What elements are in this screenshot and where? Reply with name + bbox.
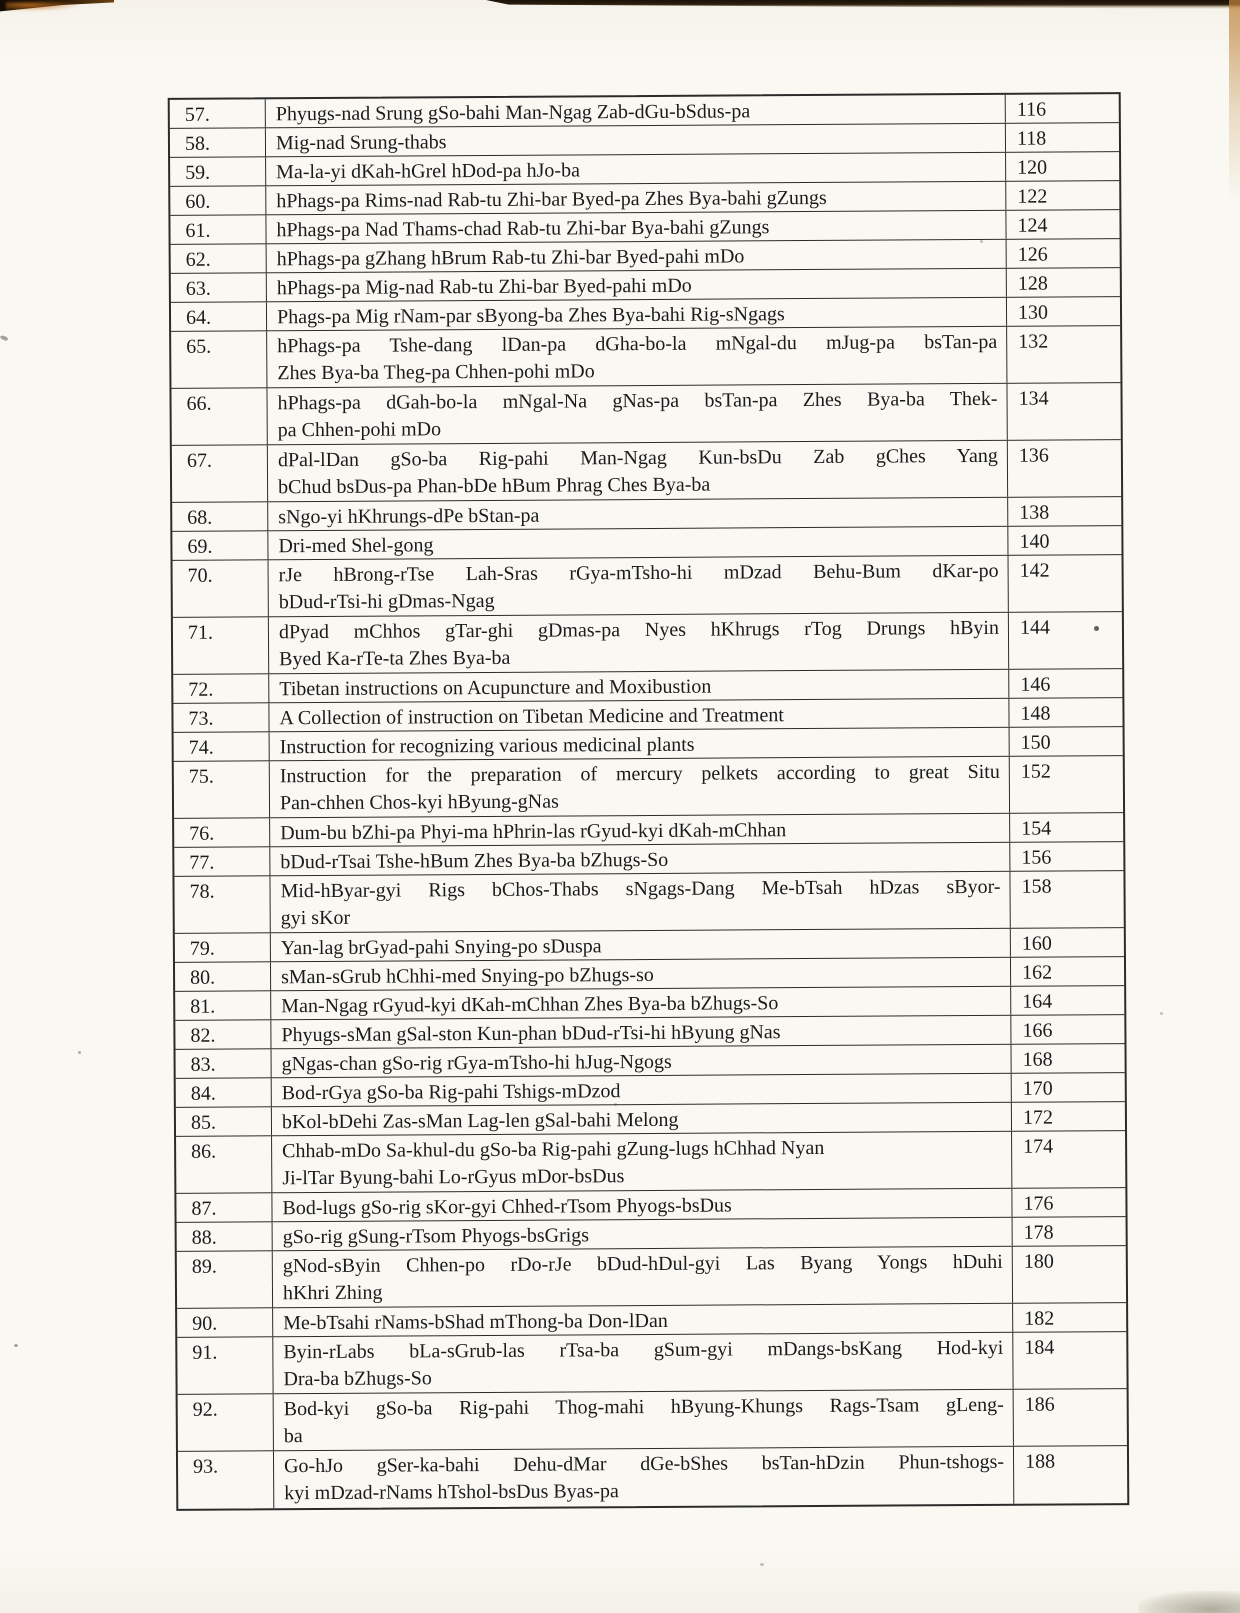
row-title — [272, 1045, 1012, 1078]
title-line: gNod-sByin Chhen-po rDo-rJe bDud-hDul-gyi Las Byang Yongs hDuhi — [282, 1250, 1003, 1278]
row-title — [270, 757, 1010, 818]
row-page-number: 176 — [1023, 1192, 1054, 1215]
row-number: 68. — [172, 502, 268, 531]
row-number: 81. — [175, 991, 271, 1020]
row-page-number: 162 — [1021, 961, 1053, 984]
row-number: 57. — [170, 99, 266, 128]
row-number: 78. — [174, 876, 270, 933]
row-page-number: 126 — [1017, 243, 1048, 266]
title-line: Ji-lTar Byung-bahi Lo-rGyus mDor-bsDus — [282, 1164, 625, 1189]
title-line: Man-Ngag rGyud-kyi dKah-mChhan Zhes Bya-ba bZhugs-So — [281, 992, 779, 1018]
contents-table — [168, 92, 1130, 1511]
title-line: gSo-rig gSung-rTsom Phyogs-bsGrigs — [282, 1224, 590, 1249]
title-line: Mig-nad Srung-thabs — [275, 131, 447, 155]
table-row — [177, 1332, 1126, 1395]
row-title — [272, 1074, 1012, 1107]
title-line: Bod-lugs gSo-rig sKor-gyi Chhed-rTsom Phyogs-bsDus — [282, 1194, 732, 1220]
table-row — [173, 555, 1122, 618]
row-number: 60. — [170, 186, 266, 215]
row-title — [269, 613, 1009, 674]
row-page-number: 168 — [1022, 1048, 1053, 1071]
row-page-number: 146 — [1020, 673, 1051, 696]
row-page-number: 142 — [1019, 559, 1050, 582]
row-title — [272, 1132, 1012, 1193]
title-line: Dum-bu bZhi-pa Phyi-ma hPhrin-las rGyud-kyi dKah-mChhan — [280, 819, 787, 845]
row-title — [271, 987, 1011, 1020]
row-number: 85. — [176, 1107, 272, 1136]
row-page-number: 164 — [1022, 990, 1053, 1013]
title-line: kyi mDzad-rNams hTshol-bsDus Byas-pa — [284, 1479, 619, 1504]
row-title — [269, 556, 1009, 617]
title-line: hPhags-pa Tshe-dang lDan-pa dGha-bo-la mNgal-du mJug-pa bsTan-pa — [277, 330, 998, 358]
row-page-number: 172 — [1022, 1106, 1054, 1129]
title-line: hPhags-pa Mig-nad Rab-tu Zhi-bar Byed-pahi mDo — [276, 274, 692, 300]
row-number: 86. — [176, 1136, 272, 1193]
row-number: 93. — [178, 1451, 274, 1509]
title-line: sMan-sGrub hChhi-med Snying-po bZhugs-so — [280, 963, 654, 989]
row-title — [272, 1189, 1012, 1222]
title-line: Bod-kyi gSo-ba Rig-pahi Thog-mahi hByung-Khungs Rags-Tsam gLeng- — [283, 1393, 1004, 1421]
row-number: 91. — [177, 1337, 273, 1394]
scan-artifact-right-streak — [1229, 0, 1240, 200]
title-line: Bod-rGya gSo-ba Rig-pahi Tshigs-mDzod — [281, 1080, 621, 1105]
title-line: Chhab-mDo Sa-khul-du gSo-ba Rig-pahi gZung-lugs hChhad Nyan — [282, 1136, 825, 1163]
title-line: Byin-rLabs bLa-sGrub-las rTsa-ba gSum-gyi mDangs-bsKang Hod-kyi — [283, 1336, 1004, 1364]
title-line: hPhags-pa dGah-bo-la mNgal-Na gNas-pa bsTan-pa Zhes Bya-ba Thek- — [277, 387, 998, 415]
row-page-number: 158 — [1021, 875, 1052, 898]
scan-speck — [0, 334, 8, 341]
row-number: 72. — [173, 674, 269, 703]
row-title — [267, 269, 1007, 302]
row-page-number: 138 — [1019, 501, 1050, 524]
row-page-number: 156 — [1021, 846, 1052, 869]
row-number: 69. — [172, 531, 268, 560]
row-title — [274, 1390, 1014, 1451]
row-title — [270, 872, 1010, 933]
row-number: 64. — [171, 302, 267, 331]
row-page-number: 132 — [1018, 330, 1049, 353]
row-number: 80. — [175, 962, 271, 991]
scan-speck — [78, 1051, 81, 1054]
title-line: rJe hBrong-rTse Lah-Sras rGya-mTsho-hi mDzad Behu-Bum dKar-po — [278, 559, 999, 587]
row-page-number: 120 — [1017, 156, 1048, 179]
title-line: Mid-hByar-gyi Rigs bChos-Thabs sNgags-Dang Me-bTsah hDzas sByor- — [280, 875, 1001, 903]
table-row — [174, 871, 1123, 934]
row-title — [267, 327, 1007, 388]
row-page-number: 186 — [1024, 1393, 1055, 1416]
title-line: Phags-pa Mig rNam-par sByong-ba Zhes Bya-bahi Rig-sNgags — [276, 303, 785, 329]
row-page-number: 180 — [1023, 1250, 1054, 1273]
row-page-number: 184 — [1024, 1336, 1055, 1359]
title-line: pa Chhen-pohi mDo — [277, 417, 442, 441]
row-title — [266, 211, 1006, 244]
title-line: dPal-lDan gSo-ba Rig-pahi Man-Ngag Kun-bsDu Zab gChes Yang — [277, 444, 998, 472]
table-row — [177, 1246, 1126, 1309]
row-number: 83. — [176, 1049, 272, 1078]
row-number: 59. — [170, 157, 266, 186]
title-line: ba — [283, 1424, 303, 1447]
row-title — [271, 958, 1011, 991]
row-number: 90. — [177, 1308, 273, 1337]
row-page-number: 170 — [1022, 1077, 1053, 1100]
row-title — [270, 814, 1010, 847]
row-title — [274, 1447, 1014, 1509]
row-title — [273, 1333, 1013, 1394]
table-row — [174, 756, 1123, 819]
row-title — [266, 124, 1006, 157]
row-number: 92. — [178, 1394, 274, 1451]
row-title — [266, 95, 1006, 128]
row-title — [268, 441, 1008, 502]
row-title — [267, 240, 1007, 273]
title-line: bKol-bDehi Zas-sMan Lag-len gSal-bahi Melong — [281, 1108, 679, 1134]
row-number: 82. — [175, 1020, 271, 1049]
row-title — [270, 843, 1010, 876]
title-line: bDud-rTsi-hi gDmas-Ngag — [278, 589, 495, 613]
row-number: 66. — [171, 388, 267, 445]
row-page-number: 128 — [1017, 272, 1048, 295]
row-page-number: 152 — [1020, 760, 1051, 783]
row-page-number: 118 — [1016, 127, 1047, 150]
title-line: Zhes Bya-ba Theg-pa Chhen-pohi mDo — [277, 359, 595, 384]
title-line: Ma-la-yi dKah-hGrel hDod-pa hJo-ba — [276, 159, 581, 184]
row-page-number: 154 — [1021, 817, 1052, 840]
scan-speck — [760, 1563, 764, 1566]
title-line: sNgo-yi hKhrungs-dPe bStan-pa — [278, 504, 540, 529]
row-title — [271, 929, 1011, 962]
title-line: hPhags-pa Rims-nad Rab-tu Zhi-bar Byed-pa Zhes Bya-bahi gZungs — [276, 186, 827, 213]
title-line: Phyugs-nad Srung gSo-bahi Man-Ngag Zab-dGu-bSdus-pa — [275, 100, 751, 126]
title-line: Dri-med Shel-gong — [278, 534, 434, 558]
title-line: Instruction for recognizing various medicinal plants — [279, 733, 695, 759]
row-number: 73. — [173, 703, 269, 732]
row-title — [267, 384, 1007, 445]
table-row — [178, 1389, 1127, 1452]
title-line: Me-bTsahi rNams-bShad mThong-ba Don-lDan — [283, 1309, 668, 1335]
row-number: 77. — [174, 847, 270, 876]
row-page-number: 124 — [1017, 214, 1048, 237]
row-number: 61. — [170, 215, 266, 244]
table-row — [171, 383, 1120, 446]
row-page-number: 166 — [1022, 1019, 1053, 1042]
row-number: 58. — [170, 128, 266, 157]
row-number: 75. — [174, 761, 270, 818]
row-page-number: 140 — [1019, 530, 1050, 553]
row-number: 87. — [176, 1193, 272, 1222]
scan-artifact-top-left-edge — [0, 0, 114, 12]
row-number: 65. — [171, 331, 267, 388]
title-line: dPyad mChhos gTar-ghi gDmas-pa Nyes hKhrugs rTog Drungs hByin — [278, 616, 1000, 644]
row-page-number: 160 — [1021, 932, 1052, 955]
title-line: Instruction for the preparation of mercury pelkets according to great Situ — [279, 760, 1000, 788]
scan-artifact-top-edge-band — [486, 0, 1240, 9]
title-line: gyi sKor — [280, 906, 351, 929]
row-title — [271, 1016, 1011, 1049]
row-title — [272, 1103, 1012, 1136]
row-page-number: 148 — [1020, 702, 1051, 725]
table-row — [171, 326, 1120, 389]
title-line: Go-hJo gSer-ka-bahi Dehu-dMar dGe-bShes bsTan-hDzin Phun-tshogs- — [283, 1450, 1005, 1478]
row-page-number: 130 — [1017, 301, 1049, 324]
scan-speck — [1160, 1012, 1163, 1015]
row-title — [273, 1218, 1013, 1251]
row-title — [268, 498, 1008, 531]
row-title — [273, 1304, 1013, 1337]
row-page-number: 134 — [1018, 387, 1049, 410]
row-title — [269, 699, 1009, 732]
row-title — [269, 670, 1009, 703]
row-number: 70. — [173, 560, 269, 617]
table-row — [172, 440, 1121, 503]
row-title — [268, 527, 1008, 560]
table-row — [178, 1446, 1127, 1509]
row-page-number: 174 — [1023, 1135, 1054, 1158]
scan-speck — [14, 1344, 18, 1347]
row-page-number: 178 — [1023, 1221, 1054, 1244]
table-row — [173, 612, 1122, 675]
row-number: 74. — [174, 732, 270, 761]
title-line: Dra-ba bZhugs-So — [283, 1366, 432, 1390]
row-number: 89. — [177, 1251, 273, 1308]
row-number: 63. — [171, 273, 267, 302]
title-line: A Collection of instruction on Tibetan Medicine and Treatment — [279, 704, 784, 730]
row-title — [270, 728, 1010, 761]
row-title — [267, 298, 1007, 331]
title-line: gNgas-chan gSo-rig rGya-mTsho-hi hJug-Ngogs — [281, 1050, 672, 1076]
scan-artifact-bottom-smudge — [1138, 1591, 1240, 1613]
title-line: hPhags-pa Nad Thams-chad Rab-tu Zhi-bar Bya-bahi gZungs — [276, 216, 770, 242]
title-line: Phyugs-sMan gSal-ston Kun-phan bDud-rTsi-hi hByung gNas — [281, 1021, 781, 1047]
row-number: 76. — [174, 818, 270, 847]
row-number: 62. — [171, 244, 267, 273]
title-line: Yan-lag brGyad-pahi Snying-po sDuspa — [280, 935, 602, 960]
title-line: Tibetan instructions on Acupuncture and Moxibustion — [279, 675, 712, 701]
title-line: hKhri Zhing — [282, 1281, 383, 1304]
row-number: 71. — [173, 617, 269, 674]
row-page-number: 188 — [1024, 1450, 1056, 1473]
row-title — [266, 153, 1006, 186]
title-line: bDud-rTsai Tshe-hBum Zhes Bya-ba bZhugs-So — [280, 848, 669, 874]
row-number: 84. — [176, 1078, 272, 1107]
row-title — [273, 1247, 1013, 1308]
scan-artifact-top-left-glow — [6, 2, 80, 11]
title-line: Pan-chhen Chos-kyi hByung-gNas — [279, 790, 559, 814]
title-line: bChud bsDus-pa Phan-bDe hBum Phrag Ches Bya-ba — [278, 473, 711, 498]
row-page-number: 150 — [1020, 731, 1051, 754]
row-number: 67. — [172, 445, 268, 502]
row-number: 88. — [177, 1222, 273, 1251]
row-page-number: 182 — [1024, 1307, 1055, 1330]
row-title — [266, 182, 1006, 215]
row-page-number: 144 — [1019, 616, 1051, 639]
row-page-number: 122 — [1017, 185, 1048, 208]
title-line: Byed Ka-rTe-ta Zhes Bya-ba — [279, 646, 511, 670]
row-number: 79. — [175, 933, 271, 962]
table-row — [176, 1131, 1125, 1194]
title-line: hPhags-pa gZhang hBrum Rab-tu Zhi-bar Byed-pahi mDo — [276, 245, 745, 271]
row-page-number: 116 — [1016, 98, 1047, 121]
row-page-number: 136 — [1018, 444, 1049, 467]
